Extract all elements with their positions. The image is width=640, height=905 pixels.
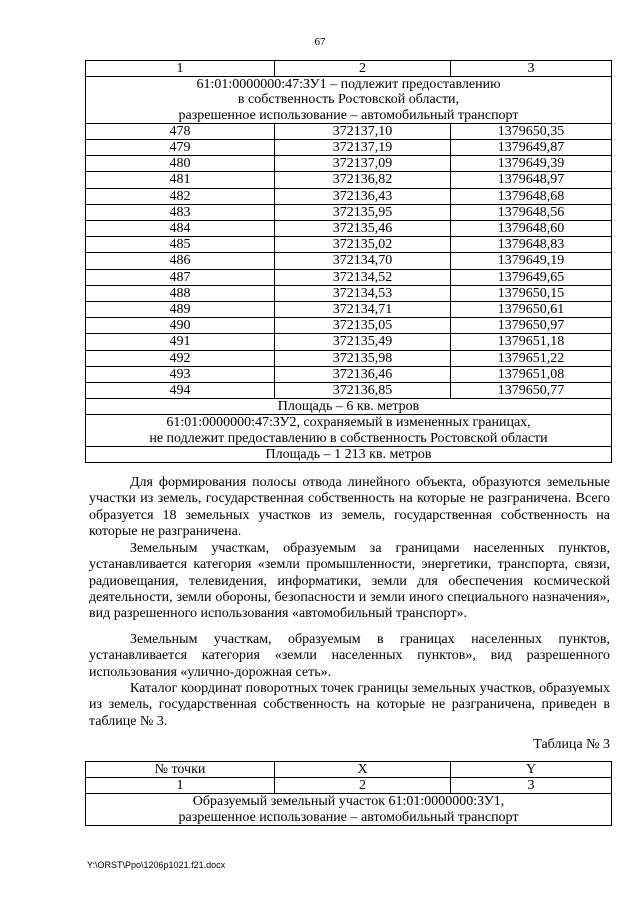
- y-coordinate-cell: 1379648,97: [451, 172, 612, 188]
- area-zu1: [86, 399, 612, 415]
- y-coordinate-cell: 1379648,60: [451, 221, 612, 237]
- coordinate-row: [86, 123, 612, 139]
- area-zu2: [86, 446, 612, 462]
- header-line: 61:01:0000000:47:ЗУ1 – подлежит предоставлению: [196, 77, 501, 93]
- y-coordinate-cell: 1379651,08: [451, 366, 612, 382]
- x-header: X: [275, 762, 451, 778]
- coordinate-row: [86, 318, 612, 334]
- y-coordinate-cell: 1379650,35: [451, 123, 612, 139]
- point-number-cell: 479: [86, 140, 275, 156]
- point-number-cell: 487: [86, 269, 275, 285]
- parcel-section-header: [86, 794, 612, 825]
- coordinate-row: [86, 334, 612, 350]
- area-zu1-row: [86, 399, 612, 415]
- column-number: 3: [451, 61, 612, 77]
- y-coordinate-cell: 1379649,39: [451, 156, 612, 172]
- table-3-header-row: [86, 762, 612, 778]
- coordinates-table-continued: [85, 60, 612, 463]
- x-coordinate-cell: 372134,71: [275, 302, 451, 318]
- x-coordinate-cell: 372135,98: [275, 350, 451, 366]
- y-coordinate-cell: 1379649,19: [451, 253, 612, 269]
- y-coordinate-cell: 1379651,22: [451, 350, 612, 366]
- y-coordinate-cell: 1379650,61: [451, 302, 612, 318]
- point-number-cell: 489: [86, 302, 275, 318]
- x-coordinate-cell: 372137,10: [275, 123, 451, 139]
- x-coordinate-cell: 372136,85: [275, 383, 451, 399]
- y-coordinate-cell: 1379648,68: [451, 188, 612, 204]
- coordinate-row: [86, 285, 612, 301]
- x-coordinate-cell: 372135,05: [275, 318, 451, 334]
- area-zu2-row: [86, 446, 612, 462]
- point-number-cell: 488: [86, 285, 275, 301]
- y-coordinate-cell: 1379650,15: [451, 285, 612, 301]
- header-line: в собственность Ростовской области,: [237, 92, 460, 108]
- column-number: 1: [86, 778, 275, 794]
- header-line: разрешенное использование – автомобильный транспорт: [178, 107, 519, 123]
- point-number-cell: 484: [86, 221, 275, 237]
- x-coordinate-cell: 372135,02: [275, 237, 451, 253]
- coordinate-row: [86, 204, 612, 220]
- parcel-header-row: [86, 77, 612, 124]
- coordinate-row: [86, 188, 612, 204]
- coordinate-row: [86, 302, 612, 318]
- section-line: разрешенное использование – автомобильный транспорт: [178, 809, 519, 825]
- paragraph-catalog: Каталог координат поворотных точек границы земельных участков, образуемых из земель, государственная собственность на которые не разграничена, приведен в таблице № 3.: [89, 681, 610, 729]
- coordinate-row: [86, 237, 612, 253]
- parcel-section-row: [86, 794, 612, 825]
- y-coordinate-cell: 1379650,97: [451, 318, 612, 334]
- x-coordinate-cell: 372134,70: [275, 253, 451, 269]
- point-number-cell: 480: [86, 156, 275, 172]
- parcel-zu2-description: [86, 415, 612, 446]
- coordinate-row: [86, 221, 612, 237]
- point-number-cell: 493: [86, 366, 275, 382]
- point-number-cell: 481: [86, 172, 275, 188]
- column-number: 2: [275, 61, 451, 77]
- paragraph-inside-settlements: Земельным участкам, образуемым в границах населенных пунктов, устанавливается категория «земли населенных пунктов», вид разрешенного использования «улично-дорожная сеть».: [89, 632, 610, 680]
- x-coordinate-cell: 372135,49: [275, 334, 451, 350]
- coordinate-row: [86, 140, 612, 156]
- y-coordinate-cell: 1379648,56: [451, 204, 612, 220]
- x-coordinate-cell: 372137,09: [275, 156, 451, 172]
- file-path-footer: Y:\ORST\Ppo\1206p1021.f21.docx: [87, 860, 226, 870]
- y-coordinate-cell: 1379651,18: [451, 334, 612, 350]
- y-coordinate-cell: 1379649,87: [451, 140, 612, 156]
- x-coordinate-cell: 372136,43: [275, 188, 451, 204]
- point-number-cell: 494: [86, 383, 275, 399]
- table-3: [85, 761, 612, 826]
- parcel-zu1-header: [86, 77, 612, 124]
- column-number-row: [86, 778, 612, 794]
- x-coordinate-cell: 372134,53: [275, 285, 451, 301]
- x-coordinate-cell: 372134,52: [275, 269, 451, 285]
- paragraph-formation: Для формирования полосы отвода линейного объекта, образуются земельные участки из земель, государственная собственность на которые не разграничена. Всего образуется 18 земельных участков из земель, государственная собственность на которые не разграничена.: [89, 475, 610, 539]
- table-caption: Таблица № 3: [533, 737, 610, 752]
- column-number: 3: [451, 778, 612, 794]
- y-coordinate-cell: 1379649,65: [451, 269, 612, 285]
- section-line: Образуемый земельный участок 61:01:0000000:ЗУ1,: [192, 794, 505, 810]
- coordinate-row: [86, 350, 612, 366]
- parcel-zu2-description-line: 61:01:0000000:47:ЗУ2, сохраняемый в измененных границах,: [166, 415, 531, 431]
- column-number: 2: [275, 778, 451, 794]
- point-number-cell: 492: [86, 350, 275, 366]
- point-number-cell: 482: [86, 188, 275, 204]
- x-coordinate-cell: 372137,19: [275, 140, 451, 156]
- area-zu2-line: Площадь – 1 213 кв. метров: [265, 446, 432, 462]
- paragraph-outside-settlements: Земельным участкам, образуемым за границами населенных пунктов, устанавливается категория «земли промышленности, энергетики, транспорта, связи, радиовещания, телевидения, информатики, земли для обеспечения космической деятельности, земли обороны, безопасности и земли иного специального назначения», вид разрешенного использования «автомобильный транспорт».: [89, 541, 610, 622]
- point-number-cell: 486: [86, 253, 275, 269]
- coordinate-row: [86, 383, 612, 399]
- point-number-cell: 490: [86, 318, 275, 334]
- x-coordinate-cell: 372136,46: [275, 366, 451, 382]
- y-coordinate-cell: 1379650,77: [451, 383, 612, 399]
- column-number: 1: [86, 61, 275, 77]
- x-coordinate-cell: 372135,46: [275, 221, 451, 237]
- area-zu1-line: Площадь – 6 кв. метров: [277, 399, 420, 415]
- point-number-cell: 478: [86, 123, 275, 139]
- coordinate-row: [86, 253, 612, 269]
- parcel-zu2-description-row: [86, 415, 612, 446]
- x-coordinate-cell: 372135,95: [275, 204, 451, 220]
- point-number-header: № точки: [86, 762, 275, 778]
- column-number-row: [86, 61, 612, 77]
- coordinate-row: [86, 366, 612, 382]
- point-number-cell: 485: [86, 237, 275, 253]
- coordinate-row: [86, 269, 612, 285]
- x-coordinate-cell: 372136,82: [275, 172, 451, 188]
- coordinate-row: [86, 172, 612, 188]
- y-coordinate-cell: 1379648,83: [451, 237, 612, 253]
- parcel-zu2-description-line: не подлежит предоставлению в собственность Ростовской области: [149, 430, 548, 446]
- y-header: Y: [451, 762, 612, 778]
- coordinate-row: [86, 156, 612, 172]
- point-number-cell: 483: [86, 204, 275, 220]
- point-number-cell: 491: [86, 334, 275, 350]
- page-number: 67: [314, 36, 326, 48]
